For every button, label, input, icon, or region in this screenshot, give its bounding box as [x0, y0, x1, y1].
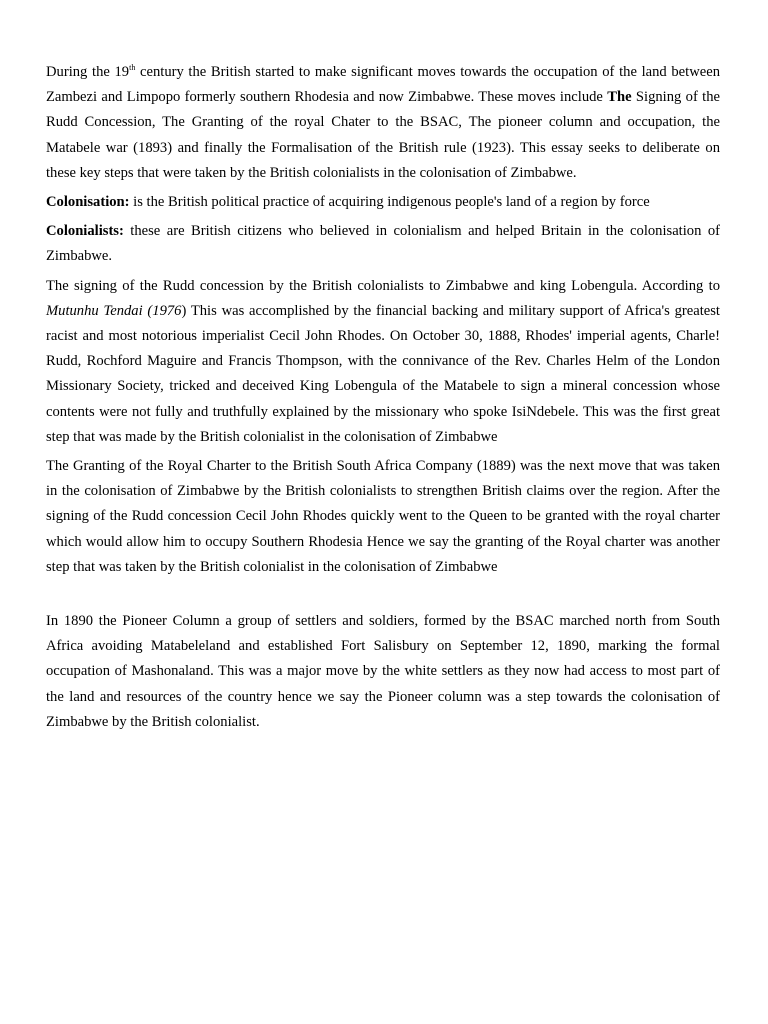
- rudd-text-1: The signing of the Rudd concession by the British colonialists to Zimbabwe and king Lobengula. According to: [46, 277, 720, 294]
- pioneer-column-paragraph: [46, 609, 720, 735]
- definition-term-colonisation: Colonisation:: [46, 194, 130, 211]
- rudd-text-2: ) This was accomplished by the financial backing and military support of Africa's greatest racist and most notorious imperialist Cecil John Rhodes. On October 30, 1888, Rhodes' imperial agents, Charle! Rudd, Rochford Maguire and Francis Thompson, with the connivance of the Rev. Charles Helm of the London Missionary Society, tricked and deceived King Lobengula of the Matabele to sign a mineral concession whose contents were not fully and truthfully explained by the missionary who spoke IsiNdebele. This was the first great step that was made by the British colonialist in the colonisation of Zimbabwe: [46, 302, 720, 445]
- citation-italic: Mutunhu Tendai (1976: [46, 302, 182, 319]
- royal-charter-paragraph: [46, 454, 720, 580]
- intro-paragraph: [46, 60, 720, 186]
- definition-text-colonialists: these are British citizens who believed in colonialism and helped Britain in the colonisation of Zimbabwe.: [46, 223, 720, 265]
- intro-bold-text: The: [607, 89, 632, 106]
- intro-text-3: Signing of the Rudd Concession, The Granting of the royal Chater to the BSAC, The pioneer column and occupation, the Matabele war (1893) and finally the Formalisation of the British rule (1923). This essay seeks to deliberate on these key steps that were taken by the British colonialists in the colonisation of Zimbabwe.: [46, 89, 720, 181]
- intro-text-2: century the British started to make significant moves towards the occupation of the land between Zambezi and Limpopo formerly southern Rhodesia and now Zimbabwe. These moves include: [46, 64, 720, 106]
- rudd-concession-paragraph: [46, 274, 720, 450]
- definition-colonisation: [46, 190, 720, 215]
- intro-text-1: During the 19: [46, 64, 130, 80]
- definition-colonialists: [46, 219, 720, 269]
- charter-text: The Granting of the Royal Charter to the British South Africa Company (1889) was the next move that was taken in the colonisation of Zimbabwe by the British colonialists to strengthen British claims over the region. After the signing of the Rudd concession Cecil John Rhodes quickly went to the Queen to be granted with the royal charter which would allow him to occupy Southern Rhodesia Hence we say the granting of the Royal charter was another step that was taken by the British colonialist in the colonisation of Zimbabwe: [46, 458, 720, 575]
- definition-term-colonialists: Colonialists:: [46, 223, 124, 240]
- document-page: [46, 60, 720, 739]
- ordinal-superscript: th: [129, 63, 136, 72]
- pioneer-text: In 1890 the Pioneer Column a group of settlers and soldiers, formed by the BSAC marched north from South Africa avoiding Matabeleland and established Fort Salisbury on September 12, 1890, marking the formal occupation of Mashonaland. This was a major move by the white settlers as they now had access to most part of the land and resources of the country hence we say the Pioneer column was a step towards the colonisation of Zimbabwe by the British colonialist.: [46, 613, 720, 730]
- definition-text-colonisation: is the British political practice of acquiring indigenous people's land of a region by force: [129, 194, 650, 211]
